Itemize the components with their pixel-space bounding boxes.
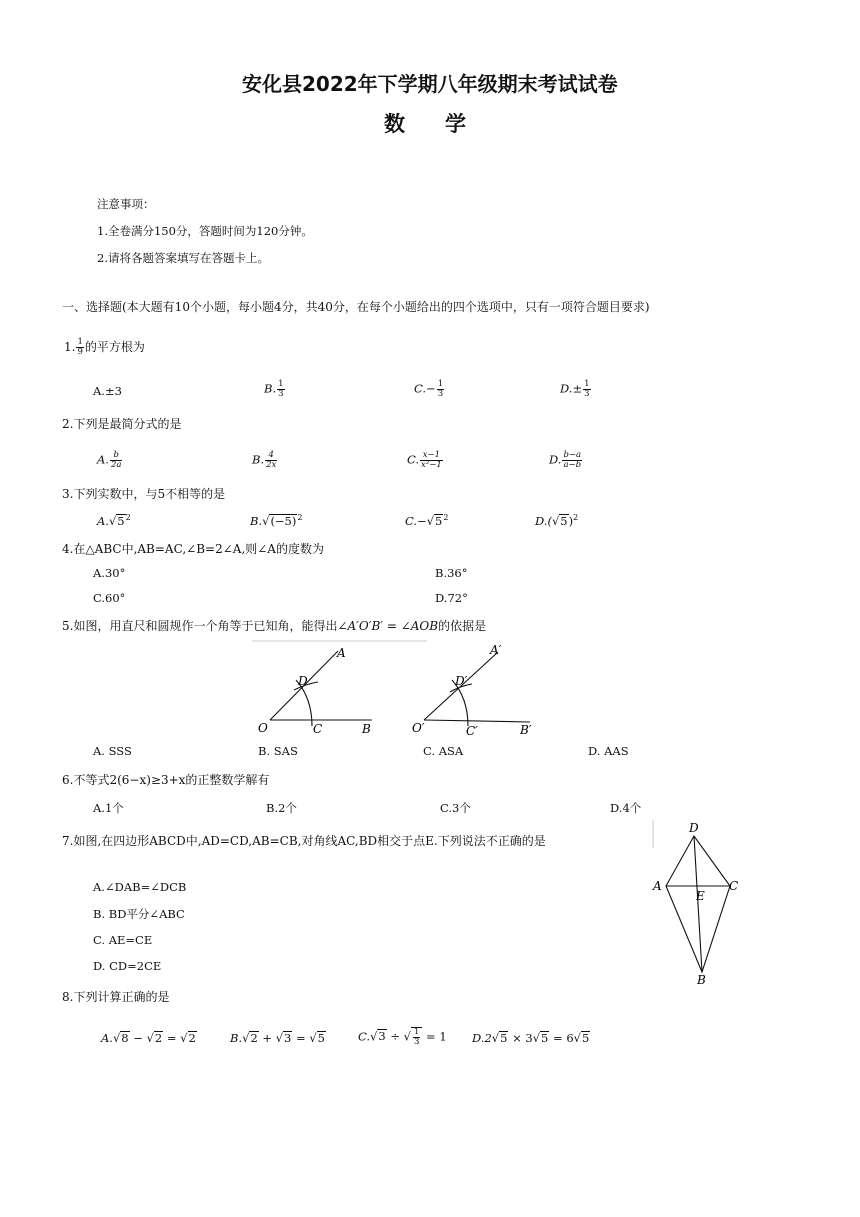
q2-option-a: A. $\frac{b}{2a}$ (97, 450, 122, 470)
question-8: 8.下列计算正确的是 (62, 990, 170, 1004)
q4-option-a: A.30° (93, 566, 126, 580)
q1-number: 1. (64, 340, 76, 354)
q8-option-b: B.√2 + √3 = √5 (230, 1031, 325, 1045)
subject-title: 数学 (384, 112, 506, 136)
fig7-label-c: C (729, 879, 739, 893)
q8-option-a: A.√8 − √2 = √2 (101, 1031, 196, 1045)
notes-heading: 注意事项： (97, 197, 155, 211)
question-5: 5.如图，用直尺和圆规作一个角等于已知角，能得出∠A′O′B′ = ∠AOB的依据是 (62, 619, 487, 633)
q7-option-a: A.∠DAB=∠DCB (93, 880, 187, 894)
fig7-label-d: D (689, 821, 699, 835)
question-6: 6.不等式2(6−x)≥3+x的正整数学解有 (62, 773, 270, 787)
q3-option-b: $B.√(-5)^2$ (250, 513, 303, 528)
notes-item-1: 1.全卷满分150分，答题时间为120分钟。 (97, 224, 313, 238)
q1-option-b: B. $\frac{1}{3}$ (264, 379, 284, 399)
q5-option-d: D. AAS (588, 744, 629, 758)
q1-option-a: A.±3 (93, 384, 122, 398)
q2-option-d: D. $\frac{b-a}{a-b}$ (549, 450, 582, 470)
q5-figure (252, 638, 552, 740)
q4-option-d: D.72° (435, 591, 468, 605)
notes-item-2: 2.请将各题答案填写在答题卡上。 (97, 251, 269, 265)
fig5-label-a-prime: A′ (490, 643, 502, 657)
q2-option-c: C. $\frac{x-1}{\text{x²−1}}$ (407, 450, 442, 470)
question-4: 4.在△ABC中,AB=AC,∠B=2∠A,则∠A的度数为 (62, 542, 324, 556)
section-heading: 一、选择题(本大题有10个小题，每小题4分，共40分，在每个小题给出的四个选项中，只有一项符合题目要求) (62, 300, 650, 314)
q3-option-c: $C.-√5^2$ (405, 513, 449, 528)
q7-figure (650, 818, 750, 986)
q1-stem: 的平方根为 (84, 340, 145, 354)
q8-option-c: C.√3 ÷ √ $\frac{1}{3}$ = 1 (358, 1027, 447, 1047)
q6-option-a: A.1个 (93, 801, 124, 815)
q6-option-d: D.4个 (610, 801, 642, 815)
q7-option-d: D. CD=2CE (93, 959, 162, 973)
q7-option-b: B. BD平分∠ABC (93, 907, 185, 921)
q5-option-a: A. SSS (93, 744, 132, 758)
exam-title: 安化县2022年下学期八年级期末考试试卷 (242, 72, 618, 96)
question-1 (64, 338, 145, 357)
q4-option-c: C.60° (93, 591, 126, 605)
fig5-label-d-prime: D′ (455, 674, 468, 688)
fig5-label-a: A (337, 646, 346, 660)
fig5-label-o-prime: O′ (412, 721, 425, 735)
q3-option-a: $A.√5^2$ (97, 513, 131, 528)
fig5-label-b-prime: B′ (520, 723, 532, 737)
fig7-label-a: A (653, 879, 662, 893)
fig5-label-d: D (298, 674, 308, 688)
q5-option-b: B. SAS (258, 744, 298, 758)
q8-option-d: D.2√5 × 3√5 = 6√5 (472, 1031, 590, 1045)
fig5-label-c-prime: C′ (466, 724, 478, 738)
q5-option-c: C. ASA (423, 744, 464, 758)
fig7-label-b: B (697, 973, 706, 986)
q1-option-d: D.± $\frac{1}{3}$ (560, 379, 590, 399)
q4-option-b: B.36° (435, 566, 468, 580)
q1-fraction: $\frac{1}{9}$ (77, 337, 83, 357)
question-3: 3.下列实数中，与5不相等的是 (62, 487, 226, 501)
fig5-label-b: B (362, 722, 371, 736)
q3-option-d: $D.(√5)^2$ (535, 513, 579, 528)
q6-option-c: C.3个 (440, 801, 471, 815)
q7-option-c: C. AE=CE (93, 933, 153, 947)
question-2: 2.下列是最简分式的是 (62, 417, 182, 431)
q6-option-b: B.2个 (266, 801, 297, 815)
fig5-label-c: C (313, 722, 323, 736)
q1-option-c: C.− $\frac{1}{3}$ (414, 379, 444, 399)
q2-option-b: B. $\frac{4}{2x}$ (252, 450, 277, 470)
fig7-label-e: E (696, 889, 705, 903)
fig5-label-o: O (258, 721, 268, 735)
question-7: 7.如图,在四边形ABCD中,AD=CD,AB=CB,对角线AC,BD相交于点E.下列说法不正确的是 (62, 834, 546, 848)
